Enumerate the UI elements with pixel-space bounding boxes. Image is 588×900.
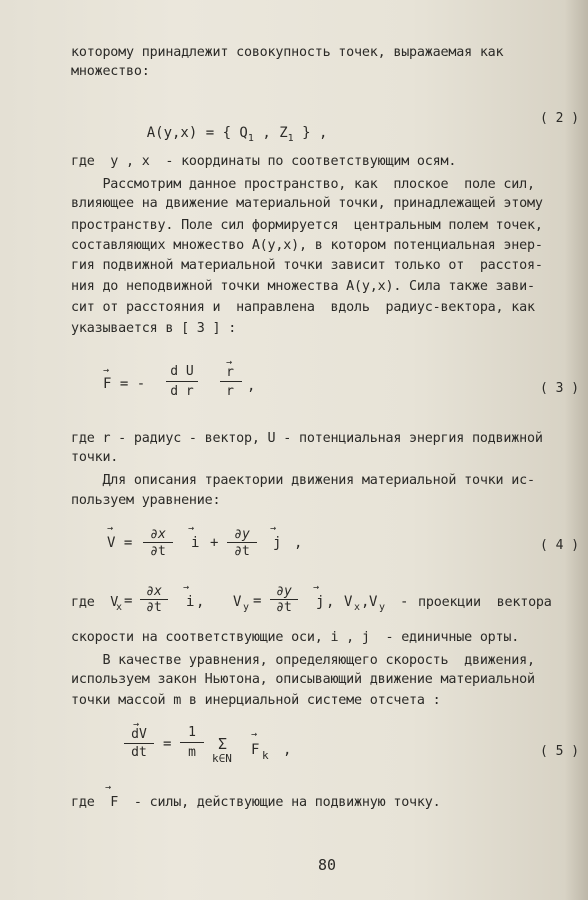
text-line: Для описания траектории движения материальной точки ис-: [71, 473, 535, 488]
equation-number: ( 2 ): [540, 111, 580, 126]
text-line: где y , x - координаты по соответствующим осям.: [71, 154, 457, 169]
text-line: множество:: [71, 64, 150, 79]
vector-arrow-icon: →: [105, 782, 112, 793]
vector-arrow-icon: →: [183, 582, 190, 593]
equation-number: ( 5 ): [540, 744, 580, 759]
text-line: где F - силы, действующие на подвижную точку.: [71, 795, 441, 810]
text-line: сит от расстояния и направлена вдоль радиус-вектора, как: [71, 300, 535, 315]
text-line: которому принадлежит совокупность точек, выражаемая как: [71, 45, 504, 60]
vector-arrow-icon: →: [270, 523, 277, 534]
vector-arrow-icon: →: [251, 729, 258, 740]
vector-arrow-icon: →: [226, 357, 233, 368]
vector-arrow-icon: →: [313, 582, 320, 593]
text-line: используем закон Ньютона, описывающий движение материальной: [71, 672, 535, 687]
text-line: влияющее на движение материальной точки, принадлежащей этому: [71, 196, 543, 211]
vector-arrow-icon: →: [107, 523, 114, 534]
text-line: точки.: [71, 450, 119, 465]
text-line: пользуем уравнение:: [71, 493, 221, 508]
text-line: ния до неподвижной точки множества A(y,x). Сила также зави-: [71, 279, 535, 294]
text-line: где r - радиус - вектор, U - потенциальная энергия подвижной: [71, 431, 543, 446]
equation-number: ( 3 ): [540, 381, 580, 396]
vector-arrow-icon: →: [103, 365, 110, 376]
text-line: Рассмотрим данное пространство, как плоское поле сил,: [71, 177, 535, 192]
vector-arrow-icon: →: [133, 719, 140, 730]
equation-number: ( 4 ): [540, 538, 580, 553]
document-page: которому принадлежит совокупность точек, выражаемая как множество: A(y,x) = { $Q_1$ , $Z_1$ } , ( 2 ) где y , x - координаты по соответствующим осям. Рассмотрим данное пространство, как плоское поле сил, влияющее на движение материальной точки, принадлежащей этому пространству. Поле сил формируется центральным полем точек, составляющих множество A(y,x), в котором потенциальная энер- гия подвижной материальной точки зависит только от расстоя- ния до неподвижной точки множества A(y,x). Сила также зави- сит от расстояния и направлена вдоль радиус-вектора, как указывается в [ 3 ] : → F = - d U d r → r r , ( 3 ) где r - радиус - вектор, U - потенциальная энергия подвижной точки. Для описания траектории движения материальной точки ис- пользуем уравнение: → V = ∂x ∂t → i + ∂y ∂t → j , ( 4 ) где V x = ∂x ∂t → i , V y = ∂y ∂t → j , V x , V y - проекции вектора скорости на соответствующие оси, i , j - единичные орты. В качестве уравнения, определяющего скорость движения, используем закон Ньютона, описывающий движение материальной точки массой m в инерциальной системе отсчета : → dV dt = 1 m Σ k∈N → F k , ( 5 ) → где F - силы, действующие на подвижную точку. 80: [0, 0, 588, 900]
text-line: точки массой m в инерциальной системе отсчета :: [71, 693, 441, 708]
text-line: В качестве уравнения, определяющего скорость движения,: [71, 653, 535, 668]
text-line: указывается в [ 3 ] :: [71, 321, 237, 336]
vector-arrow-icon: →: [188, 523, 195, 534]
text-line: пространству. Поле сил формируется центральным полем точек,: [71, 218, 543, 233]
page-number: 80: [318, 856, 337, 874]
equation-2: A(y,x) = { $Q_1$ , $Z_1$ } ,: [146, 125, 328, 144]
text-line: гия подвижной материальной точки зависит только от расстоя-: [71, 258, 543, 273]
text-line: составляющих множество A(y,x), в котором потенциальная энер-: [71, 238, 543, 253]
text-line: скорости на соответствующие оси, i , j - единичные орты.: [71, 630, 520, 645]
